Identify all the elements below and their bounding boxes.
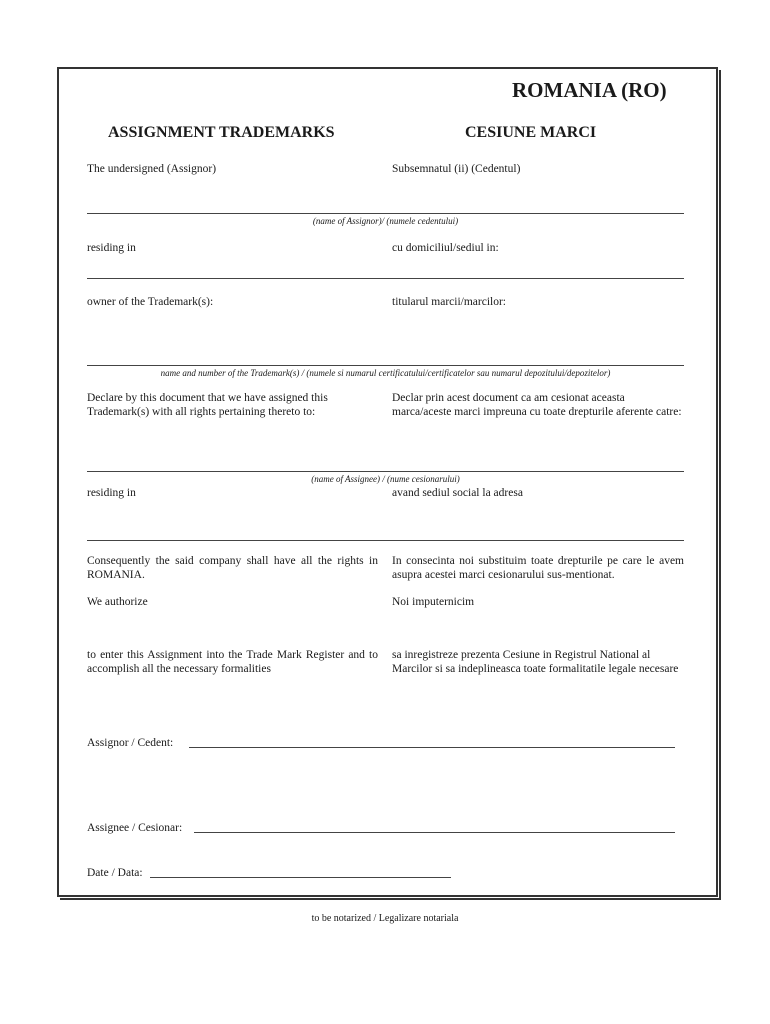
assignee-signature-row bbox=[87, 821, 182, 835]
trademark-label-ro: titularul marcii/marcilor: bbox=[392, 296, 507, 308]
assignor-signature-line[interactable] bbox=[189, 747, 675, 748]
document-frame-shadow bbox=[60, 70, 721, 900]
notarization-note: to be notarized / Legalizare notariala bbox=[311, 913, 459, 924]
date-line[interactable] bbox=[150, 877, 451, 878]
register-text-en: to enter this Assignment into the Trade Mark Register and to accomplish all the necessary formalities bbox=[87, 649, 378, 675]
assignee-residing-label-en: residing in bbox=[87, 487, 136, 499]
register-text-ro: sa inregistreze prezenta Cesiune in Registrul National al Marcilor si sa indeplineasca toate formalitatile legale necesare bbox=[392, 649, 679, 675]
assignor-label-ro: Subsemnatul (ii) (Cedentul) bbox=[392, 163, 521, 175]
assignor-name-line[interactable] bbox=[87, 213, 684, 214]
trademark-label-en: owner of the Trademark(s): bbox=[87, 296, 214, 308]
assignee-caption: (name of Assignee) / (nume cesionarului) bbox=[311, 474, 460, 484]
assignor-label-en: The undersigned (Assignor) bbox=[87, 163, 217, 175]
title-romanian: CESIUNE MARCI bbox=[465, 124, 597, 141]
date-row bbox=[87, 866, 143, 880]
assignor-residing-label-ro: cu domiciliul/sediul in: bbox=[392, 242, 499, 254]
assignor-signature-label: Assignor / Cedent: bbox=[87, 737, 174, 749]
trademark-line[interactable] bbox=[87, 365, 684, 366]
authorize-label-en: We authorize bbox=[87, 596, 148, 608]
assignee-name-line[interactable] bbox=[87, 471, 684, 472]
title-english: ASSIGNMENT TRADEMARKS bbox=[108, 124, 335, 141]
assignee-signature-label: Assignee / Cesionar: bbox=[87, 822, 183, 834]
assignor-address-line[interactable] bbox=[87, 278, 684, 279]
authorize-label-ro: Noi imputernicim bbox=[392, 596, 475, 608]
assignor-caption: (name of Assignor)/ (numele cedentului) bbox=[312, 216, 459, 226]
assignee-residing-label-ro: avand sediul social la adresa bbox=[392, 487, 523, 499]
trademark-caption: name and number of the Trademark(s) / (numele si numarul certificatului/certificatelor sau numarul depozitului/depozitelor) bbox=[160, 368, 611, 378]
assignee-signature-line[interactable] bbox=[194, 832, 675, 833]
declaration-text-en: Declare by this document that we have assigned this Trademark(s) with all rights pertaining thereto to: bbox=[87, 392, 328, 418]
rights-text-en: Consequently the said company shall have all the rights in ROMANIA. bbox=[87, 555, 378, 581]
country-title: ROMANIA (RO) bbox=[512, 78, 667, 102]
rights-text-ro: In consecinta noi substituim toate drepturile pe care le avem asupra acestei marci cesionarului sus-mentionat. bbox=[392, 555, 684, 581]
date-label: Date / Data: bbox=[87, 867, 143, 879]
assignor-residing-label-en: residing in bbox=[87, 242, 136, 254]
assignor-signature-row bbox=[87, 736, 173, 750]
declaration-text-ro: Declar prin acest document ca am cesionat aceasta marca/aceste marci impreuna cu toate drepturile aferente catre: bbox=[392, 392, 682, 418]
assignee-address-line[interactable] bbox=[87, 540, 684, 541]
